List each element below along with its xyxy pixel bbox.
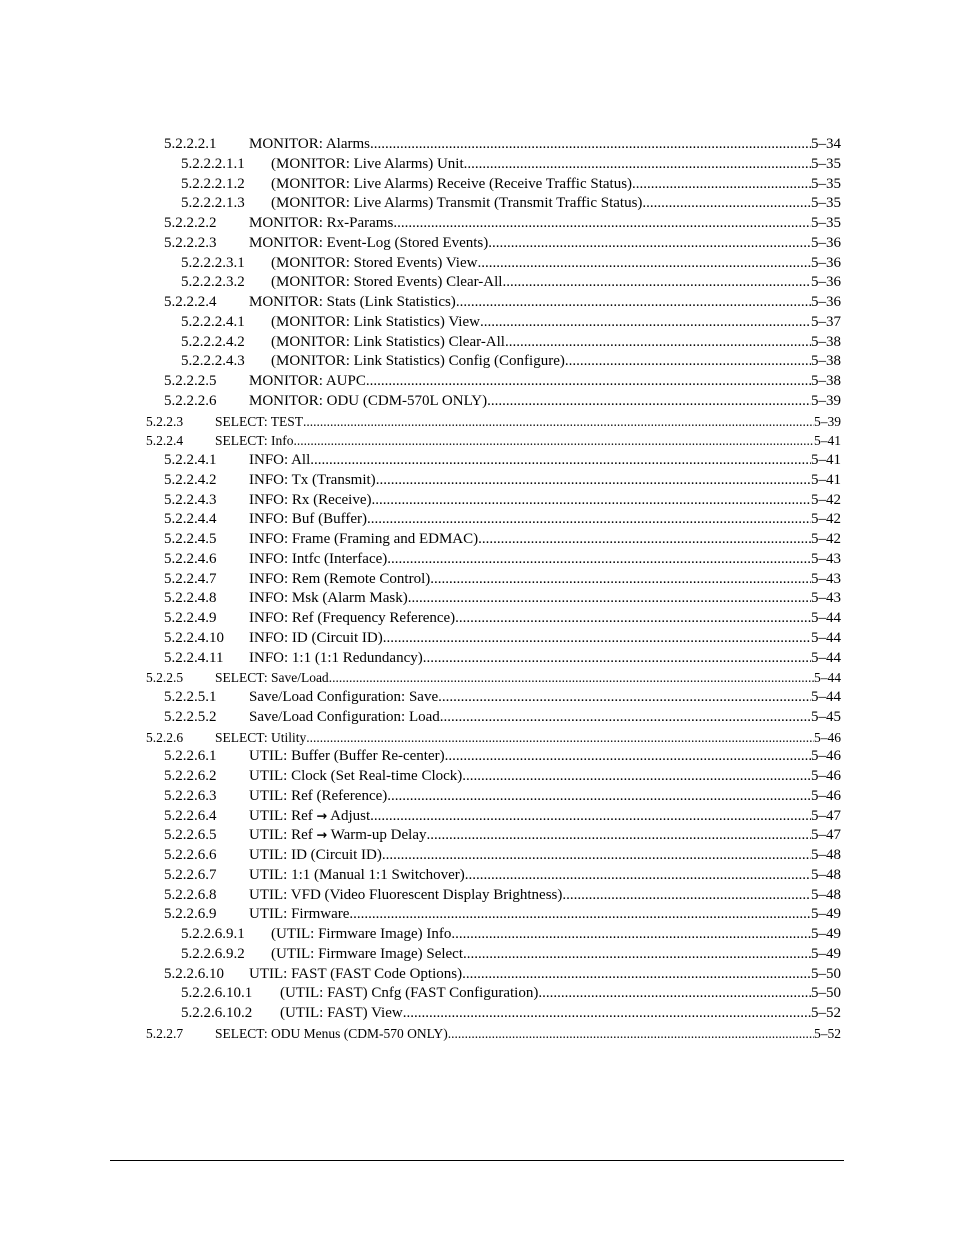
toc-entry[interactable] [0, 807, 954, 827]
toc-entry[interactable] [0, 293, 954, 313]
toc-title: INFO: Ref (Frequency Reference) [249, 610, 456, 626]
toc-entry[interactable] [0, 392, 954, 412]
toc-dot-leader [562, 886, 811, 906]
arrow-right-icon: → [316, 828, 328, 844]
toc-section-number: 5.2.2.6.10.2 [181, 1005, 253, 1021]
toc-entry[interactable] [0, 905, 954, 925]
toc-title: UTIL: FAST (FAST Code Options) [249, 965, 463, 982]
toc-section-number: 5.2.2.2.1.3 [181, 195, 245, 212]
toc-page-number: 5–42 [811, 511, 841, 528]
toc-title: INFO: Rem (Remote Control) [249, 570, 431, 587]
toc-entry[interactable] [0, 649, 954, 669]
toc-dot-leader [462, 965, 811, 985]
toc-page-number: 5–48 [811, 886, 841, 903]
toc-entry[interactable] [0, 491, 954, 511]
toc-title: UTIL: Ref → Warm-up Delay [249, 827, 427, 844]
toc-entry[interactable] [0, 352, 954, 372]
toc-title: SELECT: TEST [215, 413, 303, 429]
toc-page-number: 5–38 [811, 333, 841, 350]
toc-dot-leader [488, 234, 811, 254]
toc-dot-leader [367, 510, 811, 530]
toc-title: (UTIL: FAST) View [280, 1005, 403, 1021]
toc-page-number: 5–44 [814, 670, 841, 686]
toc-dot-leader [455, 609, 811, 629]
toc-section-number: 5.2.2.2.1.2 [181, 175, 245, 192]
toc-title: INFO: Msk (Alarm Mask) [249, 590, 408, 607]
toc-dot-leader [445, 747, 811, 767]
toc-section-number: 5.2.2.2.1.1 [181, 155, 245, 172]
toc-dot-leader [370, 807, 811, 827]
toc-page-number: 5–46 [811, 768, 841, 784]
toc-title: MONITOR: ODU (CDM-570L ONLY) [249, 392, 488, 409]
toc-dot-leader [502, 273, 811, 293]
toc-title: MONITOR: Stats (Link Statistics) [249, 294, 456, 310]
toc-entry[interactable] [0, 471, 954, 491]
toc-entry[interactable] [0, 668, 954, 688]
toc-page-number: 5–43 [811, 590, 841, 607]
toc-dot-leader [632, 175, 811, 195]
toc-title: INFO: Tx (Transmit) [249, 471, 376, 488]
toc-entry[interactable] [0, 886, 954, 906]
toc-title: (UTIL: Firmware Image) Info [271, 926, 452, 942]
toc-section-number: 5.2.2.2.6 [164, 392, 217, 409]
toc-dot-leader [505, 333, 811, 353]
toc-page-number: 5–35 [811, 155, 841, 172]
toc-title: (MONITOR: Stored Events) Clear-All [271, 274, 503, 291]
toc-page-number: 5–47 [811, 807, 841, 824]
toc-title: INFO: Intfc (Interface) [249, 550, 388, 567]
toc-page-number: 5–36 [811, 234, 841, 251]
toc-page-number: 5–46 [811, 787, 841, 804]
toc-entry[interactable] [0, 510, 954, 530]
toc-title: (MONITOR: Live Alarms) Transmit (Transmit Traffic Status) [271, 195, 643, 212]
toc-page-number: 5–43 [811, 570, 841, 587]
toc-page-number: 5–38 [811, 353, 841, 370]
toc-section-number: 5.2.2.4.1 [164, 452, 217, 468]
toc-page-number: 5–50 [811, 985, 841, 1002]
toc-page-number: 5–39 [811, 392, 841, 409]
toc-page-number: 5–52 [814, 1025, 841, 1041]
toc-entry[interactable] [0, 708, 954, 728]
toc-title: UTIL: Buffer (Buffer Re-center) [249, 748, 445, 765]
toc-title: (MONITOR: Link Statistics) Clear-All [271, 333, 505, 350]
toc-title: SELECT: Save/Load [215, 670, 329, 686]
toc-section-number: 5.2.2.6.8 [164, 886, 217, 903]
toc-section-number: 5.2.2.4.9 [164, 610, 217, 626]
toc-section-number: 5.2.2.2.1 [164, 136, 217, 152]
toc-page-number: 5–34 [811, 136, 841, 152]
toc-page-number: 5–48 [811, 866, 841, 883]
toc-dot-leader [293, 431, 814, 451]
toc-page-number: 5–35 [811, 195, 841, 212]
toc-entry[interactable] [0, 372, 954, 392]
toc-dot-leader [565, 352, 811, 372]
toc-entry[interactable] [0, 194, 954, 214]
toc-section-number: 5.2.2.6.1 [164, 748, 217, 765]
toc-dot-leader [423, 649, 811, 669]
toc-title: UTIL: VFD (Video Fluorescent Display Brightness) [249, 886, 563, 903]
toc-title: (UTIL: FAST) Cnfg (FAST Configuration) [280, 985, 539, 1002]
toc-page-number: 5–48 [811, 847, 841, 863]
toc-page-number: 5–43 [811, 550, 841, 567]
toc-dot-leader [487, 392, 811, 412]
toc-title: UTIL: Ref (Reference) [249, 787, 388, 804]
arrow-right-icon: → [316, 808, 328, 824]
toc-dot-leader [370, 135, 811, 155]
toc-page-number: 5–41 [811, 452, 841, 468]
toc-section-number: 5.2.2.6.9.2 [181, 945, 245, 962]
toc-title: INFO: Buf (Buffer) [249, 511, 368, 528]
toc-section-number: 5.2.2.2.5 [164, 373, 217, 389]
toc-page-number: 5–46 [811, 748, 841, 765]
toc-section-number: 5.2.2.2.2 [164, 215, 217, 231]
toc-section-number: 5.2.2.3 [146, 413, 184, 429]
toc-dot-leader [463, 945, 811, 965]
toc-section-number: 5.2.2.4.4 [164, 511, 217, 528]
toc-title: MONITOR: Event-Log (Stored Events) [249, 234, 489, 251]
toc-title: INFO: ID (Circuit ID) [249, 629, 383, 646]
toc-section-number: 5.2.2.5.1 [164, 689, 217, 705]
toc-dot-leader [387, 787, 811, 807]
toc-entry[interactable] [0, 846, 954, 866]
toc-dot-leader [478, 530, 811, 550]
toc-section-number: 5.2.2.6.9.1 [181, 926, 245, 942]
toc-page-number: 5–50 [811, 965, 841, 982]
toc-dot-leader [440, 708, 811, 728]
toc-entry[interactable] [0, 254, 954, 274]
toc-page-number: 5–46 [814, 729, 841, 745]
toc-section-number: 5.2.2.4.8 [164, 590, 217, 607]
toc-title: INFO: Rx (Receive) [249, 491, 372, 508]
toc-dot-leader [464, 155, 811, 175]
toc-dot-leader [642, 194, 811, 214]
toc-entry[interactable] [0, 234, 954, 254]
toc-page-number: 5–44 [811, 610, 841, 626]
toc-section-number: 5.2.2.4.3 [164, 491, 217, 508]
toc-title: (UTIL: Firmware Image) Select [271, 945, 464, 962]
toc-title: MONITOR: Rx-Params [249, 215, 394, 231]
toc-entry[interactable] [0, 767, 954, 787]
toc-section-number: 5.2.2.4.11 [164, 649, 224, 666]
toc-dot-leader [310, 451, 811, 471]
toc-entry[interactable] [0, 787, 954, 807]
toc-entry[interactable] [0, 688, 954, 708]
toc-dot-leader [393, 214, 811, 234]
toc-section-number: 5.2.2.2.4 [164, 294, 217, 310]
toc-entry[interactable] [0, 984, 954, 1004]
toc-section-number: 5.2.2.6.6 [164, 847, 217, 863]
toc-section-number: 5.2.2.5 [146, 670, 184, 686]
toc-page-number: 5–44 [811, 649, 841, 666]
toc-title: (MONITOR: Live Alarms) Receive (Receive Traffic Status) [271, 175, 633, 192]
toc-page-number: 5–35 [811, 175, 841, 192]
toc-page-number: 5–37 [811, 313, 841, 330]
toc-title: (MONITOR: Link Statistics) View [271, 313, 480, 330]
toc-title: UTIL: Firmware [249, 906, 350, 923]
toc-dot-leader [306, 728, 814, 748]
toc-title: (MONITOR: Live Alarms) Unit [271, 155, 464, 172]
toc-page-number: 5–39 [814, 413, 841, 429]
toc-section-number: 5.2.2.7 [146, 1025, 184, 1041]
toc-page-number: 5–41 [811, 471, 841, 488]
toc-entry[interactable] [0, 965, 954, 985]
toc-entry[interactable] [0, 431, 954, 451]
toc-title: INFO: 1:1 (1:1 Redundancy) [249, 649, 423, 666]
toc-dot-leader [480, 313, 811, 333]
toc-dot-leader [403, 1004, 811, 1024]
toc-entry[interactable] [0, 530, 954, 550]
table-of-contents [0, 135, 954, 1044]
toc-section-number: 5.2.2.6.5 [164, 827, 217, 844]
toc-dot-leader [448, 1024, 814, 1044]
toc-dot-leader [438, 688, 811, 708]
toc-title: INFO: All [249, 452, 311, 468]
toc-title: MONITOR: AUPC [249, 373, 366, 389]
toc-entry[interactable] [0, 175, 954, 195]
toc-page-number: 5–49 [811, 906, 841, 923]
toc-title: UTIL: Clock (Set Real-time Clock) [249, 768, 463, 784]
toc-section-number: 5.2.2.2.3.2 [181, 274, 245, 291]
toc-dot-leader [383, 629, 811, 649]
toc-page-number: 5–42 [811, 491, 841, 508]
toc-page-number: 5–44 [811, 629, 841, 646]
toc-dot-leader [456, 293, 811, 313]
toc-page-number: 5–45 [811, 708, 841, 725]
toc-section-number: 5.2.2.6.2 [164, 768, 217, 784]
toc-page-number: 5–44 [811, 689, 841, 705]
toc-entry[interactable] [0, 826, 954, 846]
toc-dot-leader [430, 570, 811, 590]
toc-section-number: 5.2.2.6.9 [164, 906, 217, 923]
toc-entry[interactable] [0, 273, 954, 293]
toc-entry[interactable] [0, 1024, 954, 1044]
toc-section-number: 5.2.2.4.6 [164, 550, 217, 567]
toc-dot-leader [538, 984, 811, 1004]
toc-dot-leader [366, 372, 811, 392]
toc-dot-leader [427, 826, 812, 846]
toc-entry[interactable] [0, 589, 954, 609]
toc-entry[interactable] [0, 451, 954, 471]
toc-title: UTIL: ID (Circuit ID) [249, 847, 382, 863]
toc-section-number: 5.2.2.2.3.1 [181, 254, 245, 271]
toc-section-number: 5.2.2.4.2 [164, 471, 217, 488]
toc-dot-leader [376, 471, 811, 491]
toc-section-number: 5.2.2.5.2 [164, 708, 217, 725]
toc-dot-leader [451, 925, 811, 945]
toc-page-number: 5–47 [811, 827, 841, 844]
toc-section-number: 5.2.2.4 [146, 433, 184, 449]
toc-entry[interactable] [0, 747, 954, 767]
toc-section-number: 5.2.2.6.3 [164, 787, 217, 804]
toc-page-number: 5–38 [811, 373, 841, 389]
toc-entry[interactable] [0, 925, 954, 945]
toc-title: SELECT: ODU Menus (CDM-570 ONLY) [215, 1025, 448, 1041]
toc-section-number: 5.2.2.2.4.3 [181, 353, 245, 370]
toc-entry[interactable] [0, 155, 954, 175]
toc-section-number: 5.2.2.2.4.2 [181, 333, 245, 350]
toc-dot-leader [465, 866, 811, 886]
toc-entry[interactable] [0, 412, 954, 432]
footer-rule [110, 1160, 844, 1161]
toc-title: Save/Load Configuration: Load [249, 708, 440, 725]
toc-entry[interactable] [0, 945, 954, 965]
toc-entry[interactable] [0, 135, 954, 155]
toc-title: SELECT: Utility [215, 729, 307, 745]
toc-title: (MONITOR: Link Statistics) Config (Configure) [271, 353, 565, 370]
toc-title: UTIL: 1:1 (Manual 1:1 Switchover) [249, 866, 465, 883]
toc-section-number: 5.2.2.4.5 [164, 531, 217, 547]
toc-page-number: 5–49 [811, 926, 841, 942]
toc-section-number: 5.2.2.6.4 [164, 807, 217, 824]
toc-title: UTIL: Ref → Adjust [249, 807, 371, 824]
toc-entry[interactable] [0, 214, 954, 234]
toc-title: (MONITOR: Stored Events) View [271, 254, 478, 271]
toc-dot-leader [349, 905, 811, 925]
toc-dot-leader [329, 668, 814, 688]
toc-entry[interactable] [0, 550, 954, 570]
toc-entry[interactable] [0, 1004, 954, 1024]
toc-section-number: 5.2.2.6.7 [164, 866, 217, 883]
toc-entry[interactable] [0, 866, 954, 886]
toc-dot-leader [462, 767, 811, 787]
toc-dot-leader [303, 412, 814, 432]
toc-page-number: 5–36 [811, 274, 841, 291]
toc-dot-leader [371, 491, 811, 511]
toc-section-number: 5.2.2.6.10 [164, 965, 224, 982]
toc-entry[interactable] [0, 313, 954, 333]
toc-entry[interactable] [0, 728, 954, 748]
toc-page-number: 5–36 [811, 254, 841, 271]
toc-dot-leader [387, 550, 811, 570]
toc-dot-leader [408, 589, 811, 609]
toc-entry[interactable] [0, 333, 954, 353]
toc-dot-leader [477, 254, 811, 274]
toc-title: SELECT: Info [215, 433, 294, 449]
toc-title: MONITOR: Alarms [249, 136, 370, 152]
toc-section-number: 5.2.2.4.7 [164, 570, 217, 587]
toc-page-number: 5–49 [811, 945, 841, 962]
toc-page-number: 5–41 [814, 433, 841, 449]
toc-page-number: 5–52 [811, 1005, 841, 1021]
toc-page-number: 5–42 [811, 531, 841, 547]
toc-title: INFO: Frame (Framing and EDMAC) [249, 531, 479, 547]
toc-section-number: 5.2.2.2.4.1 [181, 313, 245, 330]
toc-entry[interactable] [0, 629, 954, 649]
toc-entry[interactable] [0, 570, 954, 590]
toc-dot-leader [382, 846, 811, 866]
toc-section-number: 5.2.2.2.3 [164, 234, 217, 251]
toc-title: Save/Load Configuration: Save [249, 689, 439, 705]
toc-entry[interactable] [0, 609, 954, 629]
toc-page-number: 5–36 [811, 294, 841, 310]
toc-section-number: 5.2.2.4.10 [164, 629, 224, 646]
toc-section-number: 5.2.2.6.10.1 [181, 985, 253, 1002]
toc-page-number: 5–35 [811, 215, 841, 231]
toc-section-number: 5.2.2.6 [146, 729, 184, 745]
